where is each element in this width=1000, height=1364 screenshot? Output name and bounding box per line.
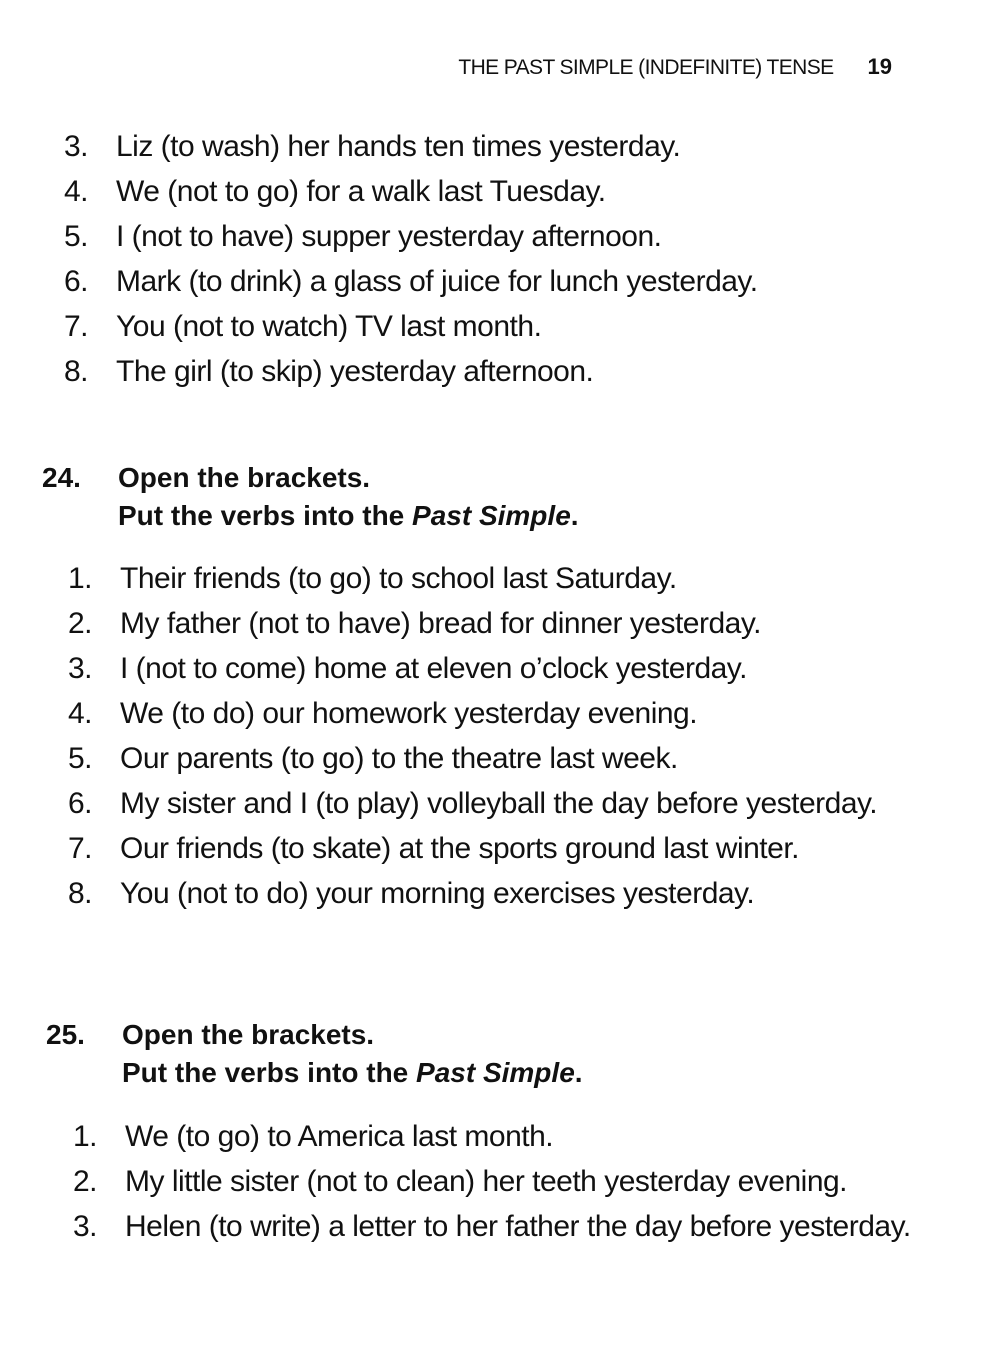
list-item xyxy=(64,304,904,349)
item-text: We (not to go) for a walk last Tuesday. xyxy=(116,175,606,208)
item-number: 4. xyxy=(68,697,93,730)
list-item xyxy=(73,1159,913,1204)
exercise-number: 25. xyxy=(46,1019,85,1050)
item-number: 8. xyxy=(68,877,93,910)
item-text: I (not to have) supper yesterday afternoon. xyxy=(116,220,662,253)
list-item xyxy=(68,736,908,781)
exercise-25-heading xyxy=(46,1016,583,1092)
running-header xyxy=(458,54,892,80)
item-number: 2. xyxy=(68,607,93,640)
item-text: My little sister (not to clean) her teeth yesterday evening. xyxy=(125,1165,848,1198)
continued-exercise-list xyxy=(64,124,904,394)
page-number: 19 xyxy=(867,54,892,79)
item-number: 5. xyxy=(68,742,93,775)
list-item xyxy=(68,646,908,691)
item-number: 2. xyxy=(73,1165,98,1198)
item-number: 6. xyxy=(68,787,93,820)
item-text: Liz (to wash) her hands ten times yesterday. xyxy=(116,130,681,163)
item-text: Mark (to drink) a glass of juice for lunch yesterday. xyxy=(116,265,758,298)
exercise-instruction-tense: Put the verbs into the Past Simple. xyxy=(118,500,579,531)
item-number: 3. xyxy=(64,130,89,163)
tense-name: Past Simple xyxy=(412,500,571,531)
list-item xyxy=(68,601,908,646)
list-item xyxy=(68,781,908,826)
running-title: THE PAST SIMPLE (INDEFINITE) TENSE xyxy=(458,56,834,79)
item-text: Our friends (to skate) at the sports ground last winter. xyxy=(120,832,799,865)
item-text: I (not to come) home at eleven o’clock yesterday. xyxy=(120,652,747,685)
list-item xyxy=(68,826,908,871)
list-item xyxy=(73,1204,913,1249)
item-number: 3. xyxy=(68,652,93,685)
item-number: 8. xyxy=(64,355,89,388)
exercise-instruction-tense: Put the verbs into the Past Simple. xyxy=(122,1057,583,1088)
item-number: 1. xyxy=(73,1120,98,1153)
exercise-24-heading xyxy=(42,459,579,535)
item-number: 1. xyxy=(68,562,93,595)
item-text: We (to do) our homework yesterday evening. xyxy=(120,697,698,730)
item-text: You (not to watch) TV last month. xyxy=(116,310,542,343)
list-item xyxy=(64,259,904,304)
item-number: 7. xyxy=(64,310,89,343)
item-number: 3. xyxy=(73,1210,98,1243)
list-item xyxy=(73,1114,913,1159)
item-text: We (to go) to America last month. xyxy=(125,1120,554,1153)
item-text: The girl (to skip) yesterday afternoon. xyxy=(116,355,594,388)
tense-name: Past Simple xyxy=(416,1057,575,1088)
item-text: My father (not to have) bread for dinner yesterday. xyxy=(120,607,761,640)
item-text: My sister and I (to play) volleyball the day before yesterday. xyxy=(120,787,878,820)
item-number: 5. xyxy=(64,220,89,253)
item-text: Our parents (to go) to the theatre last week. xyxy=(120,742,678,775)
item-number: 4. xyxy=(64,175,89,208)
item-number: 6. xyxy=(64,265,89,298)
item-text: You (not to do) your morning exercises yesterday. xyxy=(120,877,755,910)
list-item xyxy=(64,169,904,214)
list-item xyxy=(68,871,908,916)
exercise-25-list xyxy=(73,1114,913,1249)
list-item xyxy=(64,349,904,394)
item-text: Helen (to write) a letter to her father the day before yesterday. xyxy=(125,1210,911,1243)
list-item xyxy=(68,691,908,736)
list-item xyxy=(68,556,908,601)
item-number: 7. xyxy=(68,832,93,865)
exercise-instruction: Open the brackets. xyxy=(122,1019,375,1050)
list-item xyxy=(64,214,904,259)
exercise-instruction: Open the brackets. xyxy=(118,462,371,493)
item-text: Their friends (to go) to school last Saturday. xyxy=(120,562,677,595)
exercise-24-list xyxy=(68,556,908,916)
list-item xyxy=(64,124,904,169)
exercise-number: 24. xyxy=(42,462,81,493)
